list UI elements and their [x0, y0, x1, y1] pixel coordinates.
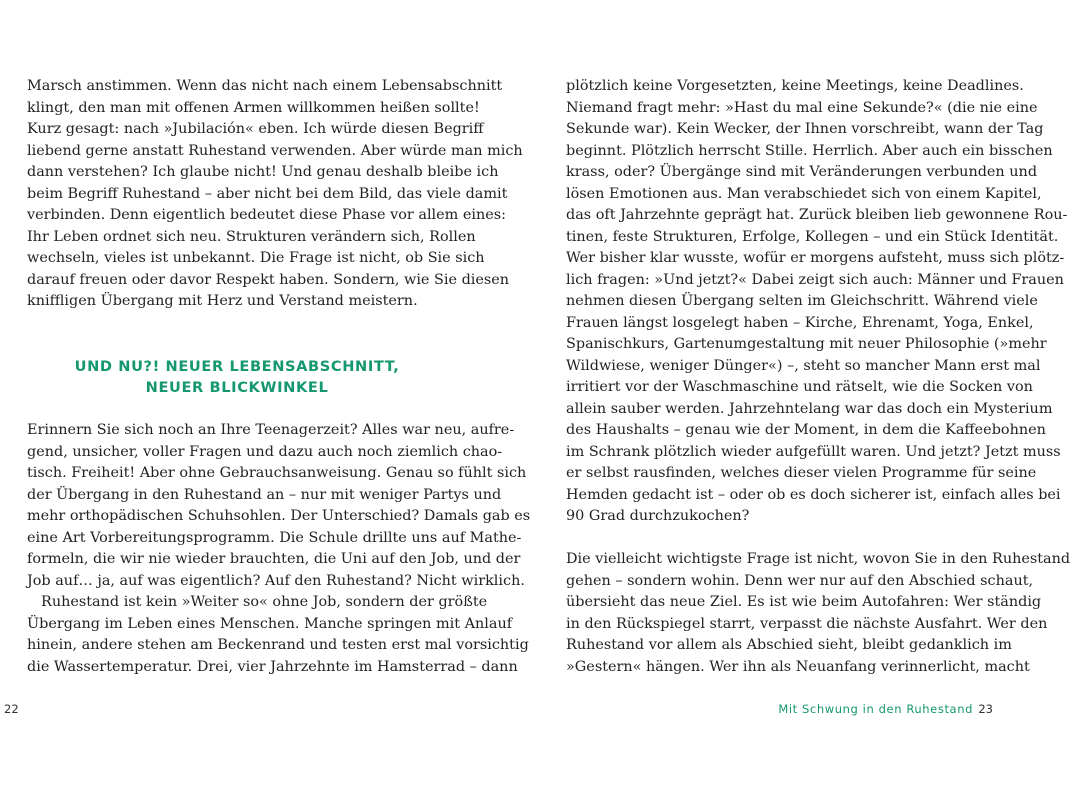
text-line: Die vielleicht wichtigste Frage ist nicht, wovon Sie in den Ruhestand [566, 551, 1070, 567]
text-line: nehmen diesen Übergang selten im Gleichschritt. Während viele [566, 293, 1038, 309]
text-line: formeln, die wir nie wieder brauchten, die Uni auf den Job, und der [27, 551, 521, 567]
text-line: beim Begriff Ruhestand – aber nicht bei dem Bild, das viele damit [27, 185, 508, 202]
text-line: Hemden gedacht ist – oder ob es doch sicherer ist, einfach alles bei [566, 486, 1061, 503]
text-line: wechseln, vieles ist unbekannt. Die Frage ist nicht, ob Sie sich [27, 250, 485, 266]
text-line: irritiert vor der Waschmaschine und rätselt, wie die Socken von [566, 379, 1033, 395]
text-line: kniffligen Übergang mit Herz und Verstand meistern. [27, 293, 418, 309]
left-paragraph-2 [27, 420, 531, 592]
text-line: Spanischkurs, Gartenumgestaltung mit neuer Philosophie (»mehr [566, 336, 1047, 352]
text-line: liebend gerne anstatt Ruhestand verwenden. Aber würde man mich [27, 142, 523, 159]
text-line: Job auf… ja, auf was eigentlich? Auf den Ruhestand? Nicht wirklich. [27, 572, 525, 589]
text-line: hinein, andere stehen am Beckenrand und testen erst mal vorsichtig [27, 637, 529, 653]
text-line: Sekunde war). Kein Wecker, der Ihnen vorschreibt, wann der Tag [566, 121, 1044, 137]
left-paragraph-3 [27, 592, 529, 678]
text-line: Niemand fragt mehr: »Hast du mal eine Sekunde?« (die nie eine [566, 99, 1038, 116]
text-line: Ihr Leben ordnet sich neu. Strukturen verändern sich, Rollen [27, 228, 476, 245]
text-line: verbinden. Denn eigentlich bedeutet diese Phase vor allem eines: [27, 207, 507, 223]
text-line: tinen, feste Strukturen, Erfolge, Kollegen – und ein Stück Identität. [566, 228, 1059, 245]
text-line: übersieht das neue Ziel. Es ist wie beim Autofahren: Wer ständig [566, 594, 1042, 610]
section-heading [27, 356, 447, 399]
spacer [27, 313, 447, 356]
spacer [566, 528, 986, 550]
text-line: Wildwiese, weniger Dünger«) –, steht so mancher Mann erst mal [566, 357, 1041, 374]
running-head: Mit Schwung in den Ruhestand [778, 702, 973, 716]
text-line: tisch. Freiheit! Aber ohne Gebrauchsanweisung. Genau so fühlt sich [27, 465, 527, 481]
text-line: krass, oder? Übergänge sind mit Veränderungen verbunden und [566, 164, 1038, 180]
text-line: Marsch anstimmen. Wenn das nicht nach einem Lebensabschnitt [27, 78, 503, 94]
text-line: Ruhestand ist kein »Weiter so« ohne Job, sondern der größte [41, 594, 488, 610]
text-line: »Gestern« hängen. Wer ihn als Neuanfang verinnerlicht, macht [566, 658, 1030, 675]
text-line: gend, unsicher, voller Fragen und dazu auch noch ziemlich chao- [27, 443, 503, 460]
text-line: 90 Grad durchzukochen? [566, 508, 750, 524]
text-line: Übergang im Leben eines Menschen. Manche springen mit Anlauf [27, 615, 513, 632]
text-line: Erinnern Sie sich noch an Ihre Teenagerzeit? Alles war neu, aufre- [27, 422, 515, 438]
text-line: die Wassertemperatur. Drei, vier Jahrzehnte im Hamsterrad – dann [27, 658, 518, 675]
text-line: gehen – sondern wohin. Denn wer nur auf den Abschied schaut, [566, 572, 1034, 589]
text-line: lich fragen: »Und jetzt?« Dabei zeigt sich auch: Männer und Frauen [566, 271, 1064, 288]
text-line: Frauen längst losgelegt haben – Kirche, Ehrenamt, Yoga, Enkel, [566, 314, 1034, 331]
text-line: im Schrank plötzlich wieder aufgefüllt waren. Und jetzt? Jetzt muss [566, 443, 1061, 460]
right-paragraph-2 [566, 549, 1070, 678]
page-number-right: 23 [978, 702, 993, 716]
text-line: lösen Emotionen aus. Man verabschiedet sich von einem Kapitel, [566, 185, 1042, 202]
right-text-column [566, 76, 1070, 678]
right-paragraph-1 [566, 76, 1068, 528]
text-line: allein sauber werden. Jahrzehntelang war das doch ein Mysterium [566, 400, 1053, 417]
text-line: plötzlich keine Vorgesetzten, keine Meetings, keine Deadlines. [566, 78, 1024, 94]
text-line: in den Rückspiegel starrt, verpasst die nächste Ausfahrt. Wer den [566, 615, 1048, 632]
spacer [27, 399, 447, 421]
text-line: Ruhestand vor allem als Abschied sieht, bleibt gedanklich im [566, 637, 1012, 653]
left-text-column [27, 76, 531, 678]
text-line: Wer bisher klar wusste, wofür er morgens aufsteht, muss sich plötz- [566, 250, 1065, 266]
text-line: er selbst rausfinden, welches dieser vielen Programme für seine [566, 465, 1037, 481]
heading-line: UND NU?! NEUER LEBENSABSCHNITT, [74, 357, 400, 375]
text-line: beginnt. Plötzlich herrscht Stille. Herrlich. Aber auch ein bisschen [566, 142, 1053, 159]
text-line: eine Art Vorbereitungsprogramm. Die Schule drillte uns auf Mathe- [27, 529, 522, 546]
text-line: Kurz gesagt: nach »Jubilación« eben. Ich würde diesen Begriff [27, 121, 484, 137]
text-line: der Übergang in den Ruhestand an – nur mit weniger Partys und [27, 486, 502, 503]
page-number-left: 22 [4, 702, 19, 716]
right-page [500, 0, 1070, 800]
text-line: darauf freuen oder davor Respekt haben. Sondern, wie Sie diesen [27, 271, 510, 288]
left-paragraph-1 [27, 76, 523, 313]
heading-line: NEUER BLICKWINKEL [145, 379, 329, 396]
text-line: das oft Jahrzehnte geprägt hat. Zurück bleiben lieb gewonnene Rou- [566, 207, 1068, 223]
left-page [0, 0, 531, 800]
text-line: dann verstehen? Ich glaube nicht! Und genau deshalb bleibe ich [27, 164, 499, 180]
text-line: des Haushalts – genau wie der Moment, in dem die Kaffeebohnen [566, 422, 1046, 438]
text-line: klingt, den man mit offenen Armen willkommen heißen sollte! [27, 99, 480, 116]
text-line: mehr orthopädischen Schuhsohlen. Der Unterschied? Damals gab es [27, 508, 531, 524]
